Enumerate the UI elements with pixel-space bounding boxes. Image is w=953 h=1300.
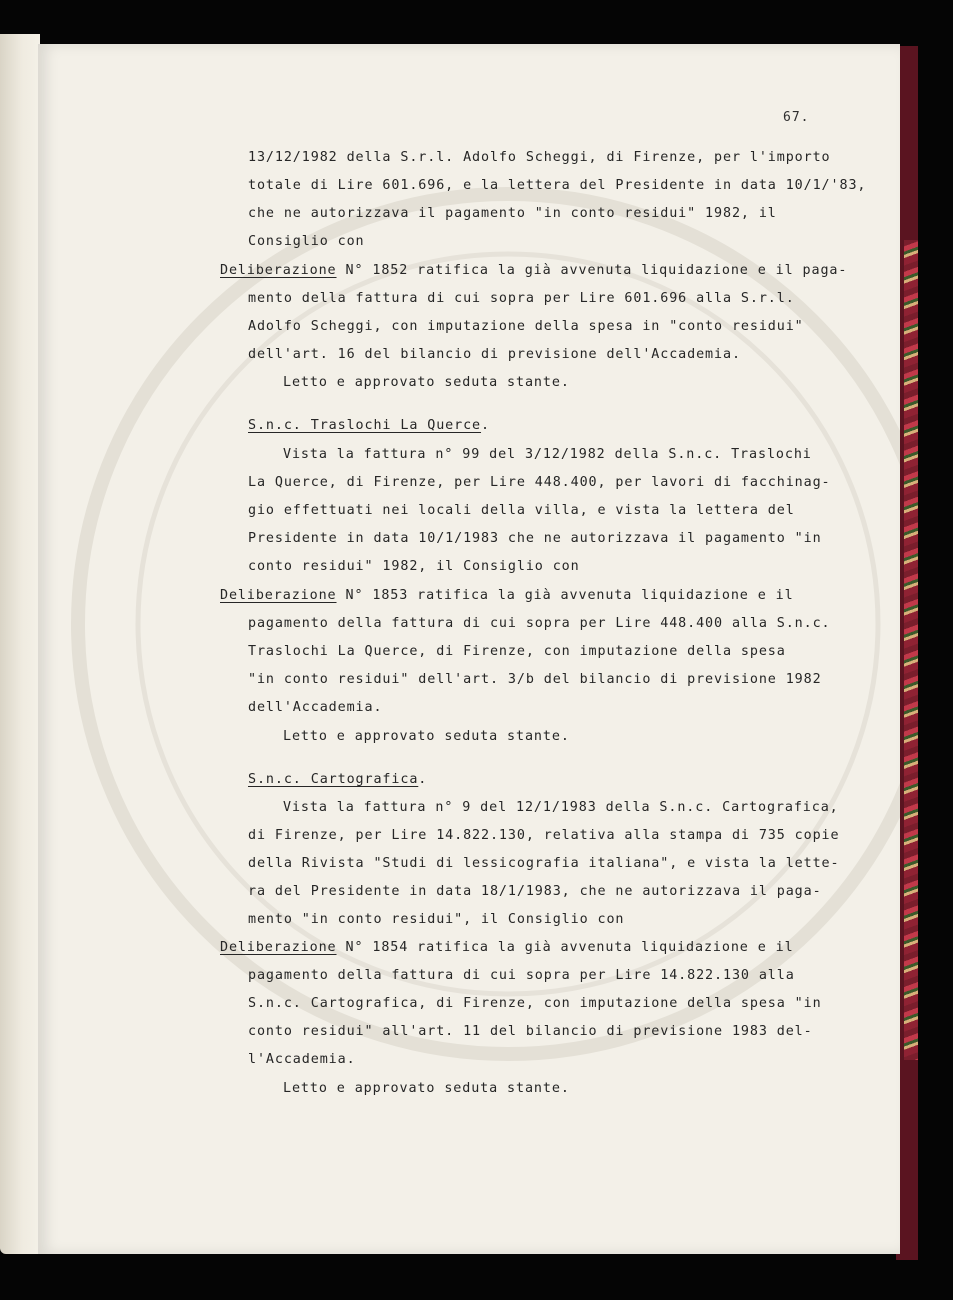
section-heading: S.n.c. Cartografica. — [248, 772, 428, 787]
text-line: ra del Presidente in data 18/1/1983, che ne autorizzava il paga- — [248, 884, 822, 899]
resolution-text: N° 1852 ratifica la già avvenuta liquidazione e il paga- — [336, 263, 848, 278]
text-line: dell'art. 16 del bilancio di previsione dell'Accademia. — [248, 347, 741, 362]
resolution-line — [220, 940, 794, 955]
section-title: S.n.c. Traslochi La Querce — [248, 418, 482, 433]
text-line: totale di Lire 601.696, e la lettera del Presidente in data 10/1/'83, — [248, 178, 867, 193]
approval-line: Letto e approvato seduta stante. — [283, 1081, 570, 1096]
text-line: Adolfo Scheggi, con imputazione della spesa in "conto residui" — [248, 319, 804, 334]
page-number: 67. — [783, 110, 810, 125]
text-line: 13/12/1982 della S.r.l. Adolfo Scheggi, di Firenze, per l'importo — [248, 150, 831, 165]
text-line: mento "in conto residui", il Consiglio con — [248, 912, 625, 927]
approval-line: Letto e approvato seduta stante. — [283, 729, 570, 744]
text-line: l'Accademia. — [248, 1052, 356, 1067]
text-line: Vista la fattura n° 99 del 3/12/1982 della S.n.c. Traslochi — [283, 447, 812, 462]
resolution-text: N° 1854 ratifica la già avvenuta liquidazione e il — [336, 940, 794, 955]
approval-line: Letto e approvato seduta stante. — [283, 375, 570, 390]
text-line: Consiglio con — [248, 234, 365, 249]
resolution-heading: Deliberazione — [220, 263, 337, 278]
section-title: S.n.c. Cartografica — [248, 772, 419, 787]
text-line: pagamento della fattura di cui sopra per Lire 448.400 alla S.n.c. — [248, 616, 831, 631]
text-line: La Querce, di Firenze, per Lire 448.400, per lavori di facchinag- — [248, 475, 831, 490]
text-line: di Firenze, per Lire 14.822.130, relativa alla stampa di 735 copie — [248, 828, 840, 843]
text-line: "in conto residui" dell'art. 3/b del bilancio di previsione 1982 — [248, 672, 822, 687]
resolution-heading: Deliberazione — [220, 588, 337, 603]
text-line: gio effettuati nei locali della villa, e vista la lettera del — [248, 503, 795, 518]
resolution-line — [220, 263, 847, 278]
marbled-endpaper — [904, 240, 918, 1060]
left-page-edge — [0, 34, 40, 1254]
text-line: mento della fattura di cui sopra per Lire 601.696 alla S.r.l. — [248, 291, 795, 306]
resolution-text: N° 1853 ratifica la già avvenuta liquidazione e il — [336, 588, 794, 603]
text-line: conto residui" all'art. 11 del bilancio di previsione 1983 del- — [248, 1024, 813, 1039]
text-line: Traslochi La Querce, di Firenze, con imputazione della spesa — [248, 644, 786, 659]
text-line: che ne autorizzava il pagamento "in conto residui" 1982, il — [248, 206, 777, 221]
text-line: pagamento della fattura di cui sopra per Lire 14.822.130 alla — [248, 968, 795, 983]
text-line: Vista la fattura n° 9 del 12/1/1983 della S.n.c. Cartografica, — [283, 800, 839, 815]
text-line: Presidente in data 10/1/1983 che ne autorizzava il pagamento "in — [248, 531, 822, 546]
resolution-heading: Deliberazione — [220, 940, 337, 955]
text-line: conto residui" 1982, il Consiglio con — [248, 559, 580, 574]
section-heading: S.n.c. Traslochi La Querce. — [248, 418, 490, 433]
text-line: della Rivista "Studi di lessicografia italiana", e vista la lette- — [248, 856, 840, 871]
resolution-line — [220, 588, 794, 603]
text-line: S.n.c. Cartografica, di Firenze, con imputazione della spesa "in — [248, 996, 822, 1011]
text-line: dell'Accademia. — [248, 700, 383, 715]
